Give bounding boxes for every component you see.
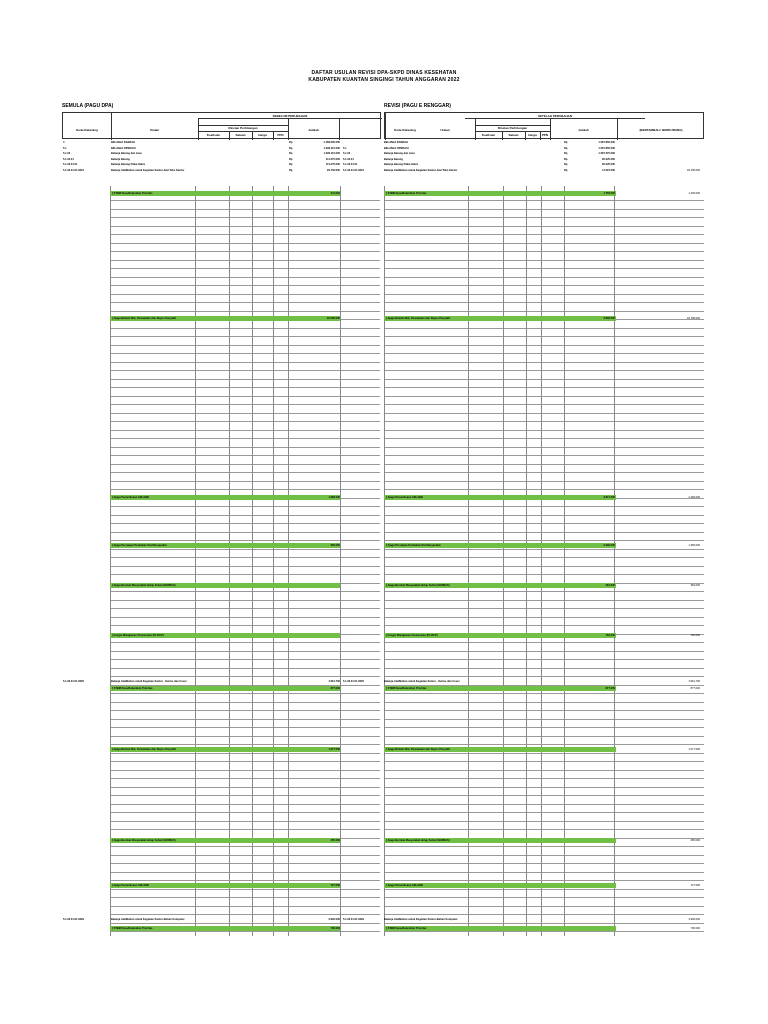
- rp-cell: Rp: [564, 157, 568, 161]
- rp-cell: Rp: [564, 146, 568, 150]
- right-section-title: REVISI (PAGU E RENGGAR): [384, 103, 451, 109]
- selisih-value: 18.786.000: [687, 317, 700, 320]
- row-rule: [384, 778, 704, 779]
- selisih-value: 727.500: [690, 884, 700, 887]
- sub-kode-cell: 5.1.02.01.01.0029: [343, 918, 364, 921]
- right-rincian-label: Rincian Perhitungan: [497, 126, 528, 130]
- kode-cell: 5.1.02: [343, 152, 351, 156]
- row-rule: [384, 736, 704, 737]
- row-rule: [384, 515, 704, 516]
- rp-cell: Rp: [564, 163, 568, 167]
- uraian-cell: Belanja Barang Pakai Habis: [111, 163, 146, 167]
- right-uraian-header: Uraian: [440, 128, 450, 132]
- subtotal-label: [ Ajaga Pemeriksaan ABLABB: [386, 496, 423, 499]
- row-rule: [384, 719, 704, 720]
- right-harga-header: Harga: [528, 133, 537, 137]
- uraian-cell: BELANJA DAERAH: [111, 141, 135, 144]
- rp-cell: Rp: [289, 163, 293, 167]
- subtotal-label: [ Ajaga Pemeriksaan ABLABB: [386, 884, 423, 887]
- kode-cell: 5.1.02.01.01: [343, 163, 358, 167]
- row-rule: [384, 685, 704, 686]
- subtotal-label: [ Ajaga Persiapan Perbaikan Dat Masyarakat: [112, 544, 167, 547]
- subtotal-value: 950.000: [330, 544, 340, 547]
- kode-cell: 5.1.02.01.01.0024: [343, 169, 364, 172]
- column-guide: [384, 186, 385, 936]
- row-rule: [384, 702, 704, 703]
- row-rule: [384, 379, 704, 380]
- column-guide: [541, 186, 542, 936]
- kode-cell: 5.1.02.01.01: [63, 163, 78, 167]
- row-rule: [384, 549, 704, 550]
- subtotal-value: 3.806.000: [603, 317, 615, 320]
- uraian-cell: BELANJA OPERASI: [384, 146, 409, 150]
- row-rule: [384, 506, 704, 507]
- row-rule: [384, 914, 704, 915]
- left-jumlah-header: Jumlah: [308, 128, 319, 132]
- jumlah-cell: 1.099.115.000: [323, 146, 340, 150]
- row-rule: [384, 489, 704, 490]
- jumlah-cell: 95.225.000: [602, 157, 615, 161]
- selisih-cell: 18.155.000: [687, 169, 700, 172]
- subtotal-value: 381.000: [605, 584, 615, 587]
- rp-cell: Rp: [564, 152, 568, 156]
- row-rule: [384, 260, 704, 261]
- left-rincian-label: Rincian Perhitungan: [228, 126, 258, 130]
- subtotal-value: 2.200.000: [603, 544, 615, 547]
- selisih-value: 2.182.000: [688, 496, 700, 499]
- row-rule: [384, 625, 704, 626]
- row-rule: [384, 821, 704, 822]
- row-rule: [384, 557, 704, 558]
- row-rule: [384, 880, 704, 881]
- left-group-label: SEBELUM PERUBAHAN: [272, 114, 308, 118]
- subtotal-value: 465.000: [330, 839, 340, 842]
- row-rule: [384, 889, 704, 890]
- subtotal-label: [ Fungsi Manajemen Puskesmas (PL/ZCP): [386, 634, 438, 637]
- row-rule: [384, 481, 704, 482]
- jumlah-cell: 1.099.115.000: [323, 152, 340, 156]
- row-rule: [384, 744, 704, 745]
- uraian-cell: Belanja Alat/Bahan untuk Kegiatan Kantor-Alat Tulis Kantor: [384, 169, 458, 172]
- uraian-cell: Belanja Barang Pakai Habis: [384, 163, 419, 167]
- subtotal-label: [ Ajaga Bimtek Dkk, Pencatatan dan Repos Penyakit: [386, 748, 451, 751]
- row-rule: [384, 336, 704, 337]
- jumlah-cell: 1.067.950.000: [598, 141, 615, 144]
- left-table-header: [62, 112, 381, 139]
- row-rule: [384, 795, 704, 796]
- row-rule: [384, 753, 704, 754]
- kode-cell: 5.1.02.01: [343, 157, 354, 161]
- row-rule: [384, 574, 704, 575]
- row-rule: [384, 413, 704, 414]
- right-table-header: [384, 112, 704, 139]
- row-rule: [384, 591, 704, 592]
- uraian-cell: Belanja Alat/Bahan untuk Kegiatan Kantor-Alat Tulis Kantor: [111, 169, 185, 172]
- row-rule: [384, 285, 704, 286]
- subtotal-label: [ Ajaga Pemeriksaan ABLABB: [112, 496, 149, 499]
- right-koefisien-header: Koefisien: [481, 133, 496, 137]
- row-rule: [384, 353, 704, 354]
- kode-cell: 4: [63, 141, 65, 144]
- row-rule: [384, 659, 704, 660]
- row-rule: [384, 226, 704, 227]
- sub-kode-cell: 5.1.02.01.01.0029: [63, 918, 84, 921]
- row-rule: [384, 872, 704, 873]
- row-rule: [384, 217, 704, 218]
- uraian-cell: BELANJA DAERAH: [384, 141, 408, 144]
- row-rule: [384, 676, 704, 677]
- subtotal-label: [ STBM Desa/Kelurahan Prioritas: [386, 687, 427, 690]
- kode-cell: 5.1.02: [63, 152, 71, 156]
- jumlah-cell: 1.168.000.000: [323, 141, 340, 144]
- subtotal-value: 22.592.000: [327, 317, 340, 320]
- sub-selisih-cell: 3.900.000: [688, 918, 700, 921]
- row-rule: [384, 693, 704, 694]
- row-rule: [384, 770, 704, 771]
- row-rule: [384, 455, 704, 456]
- jumlah-cell: 111.075.000: [325, 157, 340, 161]
- jumlah-cell: 1.067.275.000: [598, 152, 615, 156]
- selisih-value: 381.000: [690, 584, 700, 587]
- column-guide: [614, 186, 615, 936]
- subtotal-label: [ Ajaga Berobat Masyarakat Hidup Sehat (GERMAS): [386, 584, 450, 587]
- row-rule: [384, 727, 704, 728]
- row-rule: [384, 464, 704, 465]
- selisih-value: 1.077.500: [688, 748, 700, 751]
- left-section-title: SEMULA (PAGU DPA): [62, 103, 114, 109]
- column-guide: [503, 186, 504, 936]
- row-rule: [384, 268, 704, 269]
- jumlah-cell: 95.225.000: [602, 163, 615, 167]
- sub-uraian-cell: Belanja Alat/Bahan untuk Kegiatan Kantor-Bahan Komputer: [111, 918, 185, 921]
- row-rule: [384, 710, 704, 711]
- column-guide: [526, 186, 527, 936]
- subtotal-value: 1.756.500: [603, 192, 615, 195]
- rp-cell: Rp: [564, 169, 568, 172]
- row-rule: [384, 829, 704, 830]
- row-rule: [384, 668, 704, 669]
- selisih-value: 152.000: [690, 634, 700, 637]
- rp-cell: Rp: [289, 141, 293, 144]
- jumlah-cell: 11.597.000: [602, 169, 615, 172]
- row-rule: [384, 651, 704, 652]
- sub-uraian-cell: Belanja Alat/Bahan untuk Kegiatan Kantor - Kertas dan Cover: [111, 680, 187, 683]
- subtotal-label: [ Ajaga Berobat Masyarakat Hidup Sehat (GERMAS): [386, 839, 450, 842]
- row-rule: [384, 472, 704, 473]
- subtotal-label: [ STBM Desa/Kelurahan Prioritas: [386, 927, 427, 930]
- row-rule: [384, 812, 704, 813]
- left-koefisien-header: Koefisien: [206, 133, 221, 137]
- subtotal-value: 152.000: [605, 634, 615, 637]
- right-satuan-header: Satuan: [508, 133, 519, 137]
- kode-cell: 5.1.02.01.01.0024: [63, 169, 84, 172]
- selisih-header: (BERTAMBAH / BERKURANG): [639, 128, 683, 132]
- column-guide: [252, 186, 253, 936]
- row-rule: [384, 855, 704, 856]
- subtotal-label: [ Ajaga Bimtek Dkk, Pencatatan dan Repos Penyakit: [386, 317, 451, 320]
- subtotal-value: 1.077.500: [328, 748, 340, 751]
- row-rule: [384, 617, 704, 618]
- row-rule: [384, 370, 704, 371]
- row-rule: [384, 863, 704, 864]
- left-kode-header: Kode Rekening: [76, 128, 98, 132]
- sub-kode-cell: 5.1.02.01.01.0025: [343, 680, 364, 683]
- row-rule: [384, 761, 704, 762]
- column-guide: [229, 186, 230, 936]
- right-jumlah-header: Jumlah: [578, 128, 589, 132]
- rp-cell: Rp: [289, 157, 293, 161]
- column-guide: [288, 186, 289, 936]
- selisih-value: 877.000: [690, 687, 700, 690]
- subtotal-value: 700.000: [330, 927, 340, 930]
- row-rule: [384, 404, 704, 405]
- subtotal-label: [ STBM Desa/Kelurahan Prioritas: [112, 687, 153, 690]
- sub-jumlah-cell: 4.961.700: [328, 680, 340, 683]
- column-guide: [195, 186, 196, 936]
- row-rule: [384, 200, 704, 201]
- kode-cell: 5.1: [63, 146, 67, 150]
- selisih-value: 700.000: [690, 927, 700, 930]
- row-rule: [384, 447, 704, 448]
- right-kode-header: Kode Rekening: [394, 128, 416, 132]
- subtotal-label: [ Ajaga Bimtek Dkk, Pencatatan dan Repos Penyakit: [112, 748, 177, 751]
- row-rule: [384, 396, 704, 397]
- subtotal-label: [ Ajaga Pemeriksaan ABLABB: [112, 884, 149, 887]
- subtotal-label: [ Ajaga Berobat Masyarakat Hidup Sehat (GERMAS): [112, 584, 176, 587]
- row-rule: [384, 532, 704, 533]
- row-rule: [384, 540, 704, 541]
- row-rule: [384, 438, 704, 439]
- sub-selisih-cell: 4.961.700: [688, 680, 700, 683]
- row-rule: [384, 311, 704, 312]
- right-ppn-header: PPN: [541, 133, 549, 137]
- column-guide: [468, 186, 469, 936]
- subtotal-value: 877.000: [330, 687, 340, 690]
- jumlah-cell: 29.752.000: [327, 169, 340, 172]
- row-rule: [384, 523, 704, 524]
- sub-uraian-cell: Belanja Alat/Bahan untuk Kegiatan Kantor-Bahan Komputer: [384, 918, 458, 921]
- subtotal-label: [ STBM Desa/Kelurahan Prioritas: [386, 192, 427, 195]
- row-rule: [384, 234, 704, 235]
- uraian-cell: Belanja Barang: [384, 157, 403, 161]
- row-rule: [384, 566, 704, 567]
- selisih-value: 1.245.000: [688, 192, 700, 195]
- sub-kode-cell: 5.1.02.01.01.0025: [63, 680, 84, 683]
- row-rule: [384, 642, 704, 643]
- subtotal-value: 3.871.000: [603, 496, 615, 499]
- row-rule: [384, 804, 704, 805]
- column-guide: [110, 186, 111, 936]
- rp-cell: Rp: [289, 152, 293, 156]
- rp-cell: Rp: [564, 141, 568, 144]
- jumlah-cell: 111.075.000: [325, 163, 340, 167]
- sub-uraian-cell: Belanja Alat/Bahan untuk Kegiatan Kantor - Kertas dan Cover: [384, 680, 460, 683]
- uraian-cell: BELANJA OPERASI: [111, 146, 136, 150]
- row-rule: [384, 846, 704, 847]
- document-title-line2: KABUPATEN KUANTAN SINGINGI TAHUN ANGGARAN 2022: [308, 77, 460, 83]
- subtotal-label: [ Ajaga Berobat Masyarakat Hidup Sehat (GERMAS): [112, 839, 176, 842]
- row-rule: [384, 897, 704, 898]
- kode-cell: 5.1.02.01: [63, 157, 74, 161]
- subtotal-value: 511.500: [330, 192, 340, 195]
- left-uraian-header: Uraian: [149, 128, 160, 132]
- rp-cell: Rp: [289, 169, 293, 172]
- column-guide: [564, 186, 565, 936]
- row-rule: [384, 294, 704, 295]
- subtotal-value: 727.500: [330, 884, 340, 887]
- row-rule: [384, 600, 704, 601]
- left-satuan-header: Satuan: [235, 133, 246, 137]
- row-rule: [384, 387, 704, 388]
- column-guide: [340, 186, 341, 936]
- subtotal-value: 877.000: [605, 687, 615, 690]
- sub-jumlah-cell: 3.900.000: [328, 918, 340, 921]
- row-rule: [384, 421, 704, 422]
- row-rule: [384, 923, 704, 924]
- row-rule: [384, 328, 704, 329]
- jumlah-cell: 1.067.950.000: [598, 146, 615, 150]
- row-rule: [384, 302, 704, 303]
- subtotal-value: 1.689.000: [328, 496, 340, 499]
- subtotal-label: [ STBM Desa/Kelurahan Prioritas: [112, 927, 153, 930]
- row-rule: [384, 906, 704, 907]
- row-rule: [384, 430, 704, 431]
- column-guide: [273, 186, 274, 936]
- row-rule: [384, 251, 704, 252]
- row-rule: [384, 243, 704, 244]
- document-title-line1: DAFTAR USULAN REVISI DPA-SKPD DINAS KESEHATAN: [311, 70, 457, 76]
- subtotal-label: [ Fungsi Manajemen Puskesmas (PL/ZCP): [112, 634, 164, 637]
- selisih-value: 465.000: [690, 839, 700, 842]
- subtotal-label: [ Ajaga Bimtek Dkk, Pencatatan dan Repos Penyakit: [112, 317, 177, 320]
- row-rule: [384, 277, 704, 278]
- selisih-value: 1.250.000: [688, 544, 700, 547]
- subtotal-label: [ Ajaga Persiapan Perbaikan Dat Masyarakat: [386, 544, 441, 547]
- row-rule: [384, 345, 704, 346]
- row-rule: [384, 362, 704, 363]
- row-rule: [384, 608, 704, 609]
- uraian-cell: Belanja Barang dan Jasa: [384, 152, 415, 156]
- row-rule: [384, 209, 704, 210]
- left-ppn-header: PPN: [277, 133, 284, 137]
- left-harga-header: Harga: [258, 133, 267, 137]
- row-rule: [384, 787, 704, 788]
- subtotal-label: [ STBM Desa/Kelurahan Prioritas: [112, 192, 153, 195]
- uraian-cell: Belanja Barang: [111, 157, 130, 161]
- right-group-label: SETELAH PERUBAHAN: [537, 114, 572, 118]
- kode-cell: 5.1: [343, 146, 347, 150]
- rp-cell: Rp: [289, 146, 293, 150]
- uraian-cell: Belanja Barang dan Jasa: [111, 152, 142, 156]
- row-rule: [384, 931, 704, 932]
